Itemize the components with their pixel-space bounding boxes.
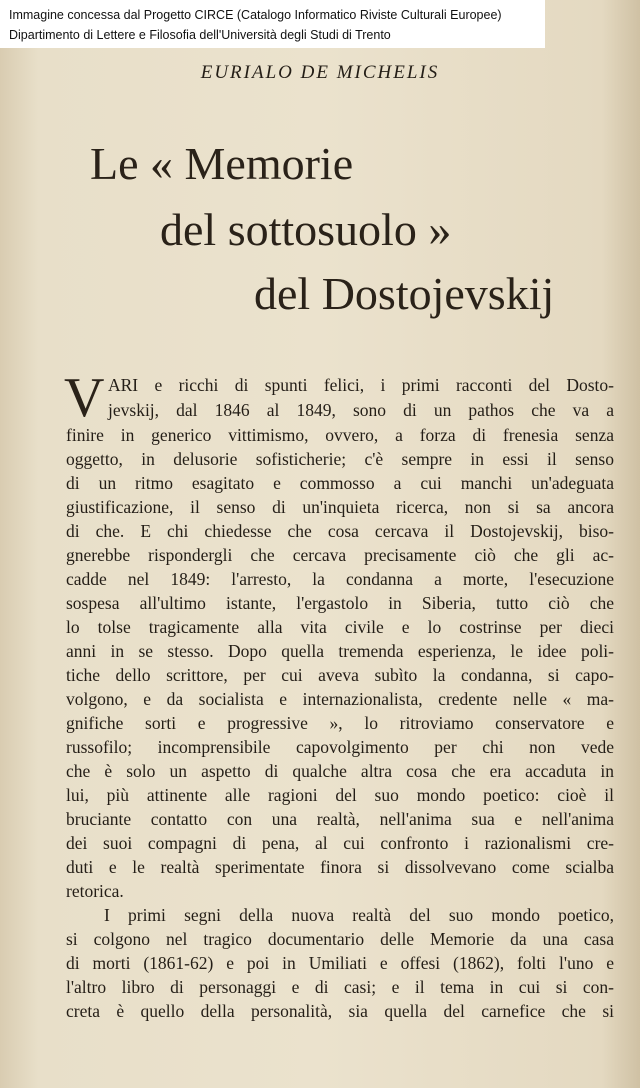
title-line-3: del Dostojevskij: [254, 268, 555, 319]
text-line: cadde nel 1849: l'arresto, la condanna a morte, l'esecuzione: [66, 569, 614, 589]
text-line: creta è quello della personalità, sia quella del carnefice che si: [66, 1001, 614, 1021]
text-line: jevskij, dal 1846 al 1849, sono di un pathos che va a: [108, 400, 614, 420]
text-line: di che. E chi chiedesse che cosa cercava il Dostojevskij, biso-: [66, 521, 614, 541]
text-line: dei suoi compagni di pena, al cui confronto i razionalismi cre-: [66, 833, 614, 853]
text-line: di un ritmo esagitato e commosso a cui manchi un'adeguata: [66, 473, 614, 493]
text-line: si colgono nel tragico documentario delle Memorie da una casa: [66, 929, 614, 949]
text-line: I primi segni della nuova realtà del suo mondo poetico,: [104, 905, 614, 925]
text-line: russofilo; incomprensibile capovolgimento per chi non vede: [66, 737, 614, 757]
text-line: di morti (1861-62) e poi in Umiliati e offesi (1862), folti l'uno e: [66, 953, 614, 973]
author-name: EURIALO DE MICHELIS: [200, 62, 440, 83]
text-line: finire in generico vittimismo, ovvero, a forza di frenesia senza: [66, 425, 614, 445]
title-line-2: del sottosuolo »: [160, 204, 452, 255]
text-line: gnerebbe rispondergli che cercava precisamente ciò che gli ac-: [66, 545, 614, 565]
text-line: lui, più attinente alle ragioni del suo mondo poetico: cioè il: [66, 785, 614, 805]
text-line: oggetto, in delusorie sofisticherie; c'è sempre in essi il senso: [66, 449, 614, 469]
text-line: l'altro libro di personaggi e di casi; e il tema in cui si con-: [66, 977, 614, 997]
text-line: bruciante contatto con una realtà, nell'anima sua e nell'anima: [66, 809, 614, 829]
text-line: retorica.: [66, 881, 124, 901]
text-line: che è solo un aspetto di qualche altra cosa che era accaduta in: [66, 761, 614, 781]
text-line: tiche dello scrittore, per cui aveva subìto la condanna, si capo-: [66, 665, 614, 685]
text-line: anni in se stesso. Dopo quella tremenda esperienza, le idee poli-: [66, 641, 614, 661]
banner-line-2: Dipartimento di Lettere e Filosofia dell'Università degli Studi di Trento: [9, 28, 391, 42]
text-line: sospesa all'ultimo istante, l'ergastolo in Siberia, tutto ciò che: [66, 593, 614, 613]
text-line: volgono, e da socialista e internazionalista, credente nelle « ma-: [66, 689, 614, 709]
text-line: duti e le realtà sperimentate finora si dissolvevano come scialba: [66, 857, 614, 877]
drop-cap: V: [64, 367, 105, 429]
title-line-1: Le « Memorie: [90, 138, 354, 189]
text-line: giustificazione, il senso di un'inquieta ricerca, non si sa ancora: [66, 497, 614, 517]
text-line: lo tolse tragicamente alla vita civile e lo costrinse per dieci: [66, 617, 614, 637]
text-line: gnifiche sorti e progressive », lo ritroviamo conservatore e: [66, 713, 614, 733]
text-line: ARI e ricchi di spunti felici, i primi racconti del Dosto-: [108, 375, 614, 395]
banner-line-1: Immagine concessa dal Progetto CIRCE (Catalogo Informatico Riviste Culturali Europee): [9, 8, 502, 22]
